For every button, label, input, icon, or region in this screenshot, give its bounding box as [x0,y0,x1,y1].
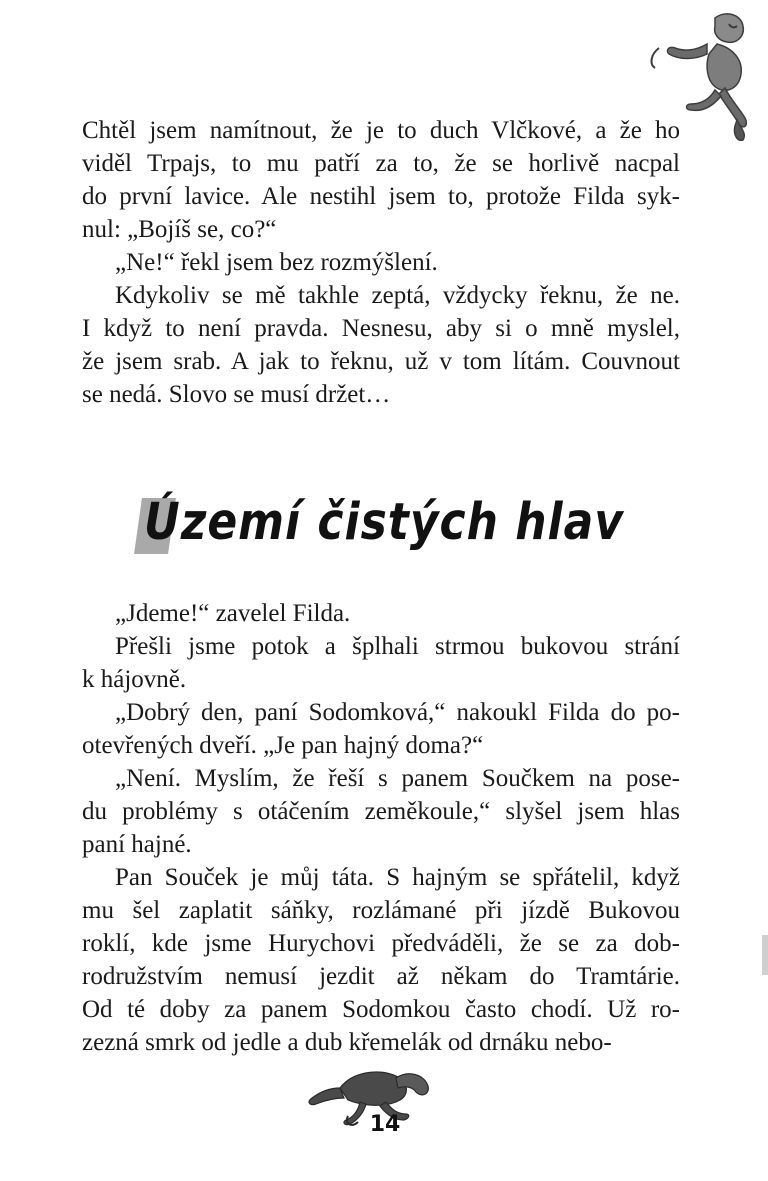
text-line: rodružstvím nemusí jezdit až někam do Tramtárie. [82,963,680,990]
paragraph [82,279,680,411]
text-line: otevřených dveří. „Je pan hajný doma?“ [82,732,484,759]
paragraph [82,597,680,630]
text-line: „Ne!“ řekl jsem bez rozmýšlení. [115,249,438,276]
text-line: k hájovně. [82,666,187,693]
text-line: mu šel zaplatit sáňky, rozlámané při jízdě Bukovou [82,897,680,924]
text-line: se nedá. Slovo se musí držet… [82,381,391,408]
text-line: Chtěl jsem namítnout, že je to duch Vlčkové, a že ho [82,117,680,144]
text-line: Pan Souček je můj táta. S hajným se spřátelil, když [115,864,680,891]
chapter-title: Území čistých hlav [144,493,624,552]
text-block-top [82,114,680,411]
text-line: viděl Trpajs, to mu patří za to, že se horlivě nacpal [82,150,680,177]
text-line: „Jdeme!“ zavelel Filda. [115,600,351,627]
text-line: du problémy s otáčením zeměkoule,“ slyšel jsem hlas [82,798,680,825]
paragraph [82,861,680,1059]
text-line: „Není. Myslím, že řeší s panem Součkem na pose- [115,765,680,792]
paragraph [82,246,680,279]
paragraph [82,114,680,246]
text-line: nul: „Bojíš se, co?“ [82,216,277,243]
text-line: Přešli jsme potok a šplhali strmou bukovou strání [115,633,680,660]
text-line: zezná smrk od jedle a dub křemelák od drnáku nebo- [82,1029,612,1056]
text-line: I když to není pravda. Nesnesu, aby si o mně myslel, [82,315,680,342]
text-line: Od té doby za panem Sodomkou často chodí. Už ro- [82,996,680,1023]
page-edge-mark [762,935,768,975]
paragraph [82,630,680,696]
text-block-bottom [82,597,680,1059]
text-line: paní hajné. [82,831,192,858]
paragraph [82,696,680,762]
page-number: 14 [369,1112,401,1137]
chapter-heading [0,488,768,558]
text-line: „Dobrý den, paní Sodomková,“ nakoukl Filda do po- [115,699,680,726]
text-line: Kdykoliv se mě takhle zeptá, vždycky řeknu, že ne. [115,282,680,309]
paragraph [82,762,680,861]
text-line: že jsem srab. A jak to řeknu, už v tom lítám. Couvnout [82,348,680,375]
text-line: do první lavice. Ale nestihl jsem to, protože Filda syk- [82,183,680,210]
text-line: roklí, kde jsme Hurychovi předváděli, že se za dob- [82,930,680,957]
